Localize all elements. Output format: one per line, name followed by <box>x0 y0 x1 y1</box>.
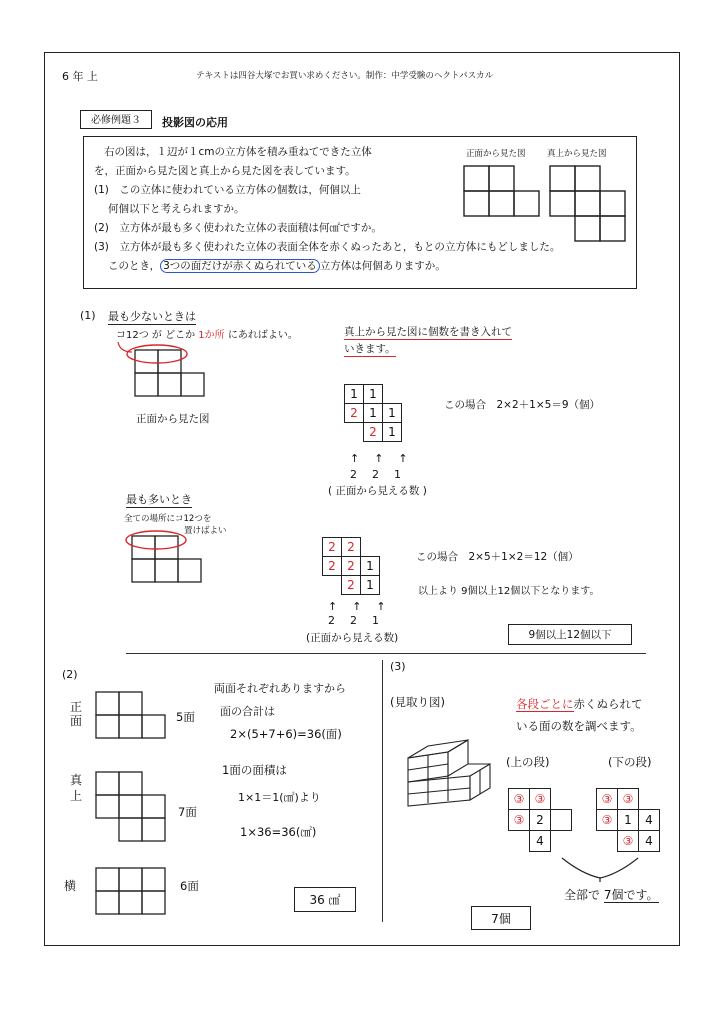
grid-cell: 1 <box>361 557 380 576</box>
sol1-max-counts-label: (正面から見える数) <box>306 632 399 644</box>
grid-row <box>345 423 402 442</box>
sol3-answer: 7個 <box>471 906 531 930</box>
sol2-front-figure <box>94 690 174 742</box>
grid-cell <box>323 576 342 595</box>
grid-cell: 2 <box>364 423 383 442</box>
sol1-min-note-b: にあればよい。 <box>224 330 298 341</box>
grade-label: 6 年 上 <box>62 70 98 83</box>
sol2-top-label: 真上 <box>70 773 83 803</box>
problem-badge: 必修例題３ <box>80 110 152 129</box>
sol3-upper-label: (上の段) <box>506 755 550 769</box>
sol1-min-calc: この場合 2×2＋1×5＝9（個） <box>444 399 600 411</box>
grid-row <box>597 831 660 852</box>
sol1-min-counts-label: ( 正面から見える数 ) <box>328 485 427 497</box>
sol3-text-1 <box>516 696 643 712</box>
sol2-text-3: 2×(5+7+6)=36(面) <box>230 727 342 741</box>
sol1-min-note-red: 1か所 <box>198 330 225 341</box>
sol1-min-note-a: コ12つ が どこか <box>116 330 199 341</box>
sol2-front-faces: 5面 <box>176 710 195 724</box>
grid-row <box>323 557 380 576</box>
sol2-number: (2) <box>62 668 78 681</box>
sol1-max-note-b: 置けばよい <box>184 526 227 536</box>
sol3-total <box>564 886 659 903</box>
sol3-number: (3) <box>390 660 406 673</box>
sol2-text-5: 1×1＝1(㎠)より <box>238 791 321 804</box>
grid-cell <box>551 831 572 852</box>
sol3-brace <box>560 856 640 882</box>
question-2: (2) 立方体が最も多く使われた立体の表面積は何㎠ですか。 <box>94 222 382 234</box>
grid-row <box>509 810 572 831</box>
sol2-side-label: 横 <box>64 879 77 893</box>
grid-cell: ③ <box>509 810 530 831</box>
grid-cell: 2 <box>345 404 364 423</box>
grid-cell: 1 <box>361 576 380 595</box>
grid-cell: 2 <box>342 538 361 557</box>
problem-front-view-figure <box>462 162 542 220</box>
sol3-sketch-label: (見取り図) <box>390 695 445 709</box>
sol1-max-calc: この場合 2×5＋1×2＝12（個） <box>416 551 579 563</box>
grid-cell: 4 <box>639 831 660 852</box>
sol2-side-figure <box>94 866 174 918</box>
question-3b-pre: このとき， <box>108 260 161 272</box>
front-view-label: 正面から見た図 <box>466 149 526 159</box>
sol3-isometric-sketch <box>398 730 494 816</box>
problem-line-2: を，正面から見た図と真上から見た図を表しています。 <box>94 165 356 177</box>
grid-cell <box>597 831 618 852</box>
question-3b-post: 立方体は何個ありますか。 <box>319 260 446 272</box>
sol1-max-head: 最も多いとき <box>126 493 192 506</box>
sol2-text-2: 面の合計は <box>220 705 275 718</box>
sol1-min-grid <box>344 384 402 442</box>
grid-cell: 1 <box>364 404 383 423</box>
section-divider <box>126 653 646 654</box>
sol2-top-faces: 7面 <box>178 805 197 819</box>
sol1-conclusion: 以上より 9個以上12個以下となります。 <box>418 586 600 597</box>
problem-line-1: 右の図は，１辺が１cmの立方体を積み重ねてできた立体 <box>104 146 372 158</box>
sol3-lower-label: (下の段) <box>608 755 652 769</box>
grid-cell: 4 <box>530 831 551 852</box>
sol2-text-6: 1×36=36(㎠) <box>240 825 317 839</box>
grid-cell <box>383 385 402 404</box>
sol2-text-4: 1面の面積は <box>222 763 287 777</box>
sol1-front-fig-label: 正面から見た図 <box>136 413 210 425</box>
grid-row <box>509 831 572 852</box>
sol1-min-front-figure <box>110 338 210 402</box>
question-1a: (1) この立体に使われている立方体の個数は，何個以上 <box>94 184 361 196</box>
sol3-total-a: 全部で <box>564 888 601 902</box>
sol2-text-1: 両面それぞれありますから <box>214 682 346 695</box>
sol3-upper-grid <box>508 788 572 852</box>
grid-row <box>323 538 380 557</box>
grid-cell: ③ <box>509 789 530 810</box>
grid-cell: 4 <box>639 810 660 831</box>
sol2-top-figure <box>94 770 174 846</box>
sol3-text-1-b: 赤くぬられて <box>573 697 643 711</box>
problem-top-view-figure <box>548 162 630 244</box>
sol3-text-1-red: 各段ごとに <box>516 697 574 711</box>
grid-cell <box>509 831 530 852</box>
sol1-max-arrows: ↑ ↑ ↑ <box>328 600 388 613</box>
grid-cell: 1 <box>383 404 402 423</box>
grid-cell <box>639 789 660 810</box>
grid-row <box>345 385 402 404</box>
column-divider <box>382 660 383 922</box>
problem-title: 投影図の応用 <box>162 116 228 129</box>
grid-cell <box>345 423 364 442</box>
grid-cell: 2 <box>530 810 551 831</box>
top-view-label: 真上から見た図 <box>547 149 607 159</box>
grid-cell: ③ <box>597 789 618 810</box>
sol1-max-counts: 2 2 1 <box>328 614 381 627</box>
grid-row <box>345 404 402 423</box>
problem-text <box>94 143 454 238</box>
grid-cell <box>551 810 572 831</box>
sol2-front-label: 正面 <box>70 700 83 728</box>
grid-cell: 2 <box>342 576 361 595</box>
sol1-answer: 9個以上12個以下 <box>508 624 632 645</box>
sol2-answer: 36 ㎠ <box>294 887 356 912</box>
sol1-number: (1) <box>80 309 96 322</box>
sol1-top-note-b: いきます。 <box>344 343 396 355</box>
sol2-side-faces: 6面 <box>180 879 199 893</box>
sol3-lower-grid <box>596 788 660 852</box>
grid-cell: ③ <box>618 789 639 810</box>
grid-cell: 2 <box>323 538 342 557</box>
grid-cell: 1 <box>383 423 402 442</box>
sol1-min-head: 最も少ないときは <box>108 310 196 323</box>
grid-cell: 1 <box>345 385 364 404</box>
question-3b-mark: 3つの面だけが赤くぬられている <box>160 259 320 273</box>
sol1-max-front-figure <box>118 524 202 588</box>
sol1-top-note-a: 真上から見た図に個数を書き入れて <box>344 326 512 338</box>
sol1-min-counts: 2 2 1 <box>350 468 403 481</box>
sol1-max-grid <box>322 537 380 595</box>
grid-cell <box>361 538 380 557</box>
grid-cell: 1 <box>364 385 383 404</box>
sol1-min-arrows: ↑ ↑ ↑ <box>350 452 410 465</box>
grid-cell: 2 <box>323 557 342 576</box>
grid-row <box>597 789 660 810</box>
grid-cell: 2 <box>342 557 361 576</box>
question-3a: (3) 立方体が最も多く使われた立体の表面全体を赤くぬったあと，もとの立方体にもどしました。 <box>94 241 561 253</box>
grid-cell: ③ <box>597 810 618 831</box>
grid-cell: 1 <box>618 810 639 831</box>
sol3-text-2: いる面の数を調べます。 <box>516 719 642 733</box>
grid-cell: ③ <box>530 789 551 810</box>
grid-cell: ③ <box>618 831 639 852</box>
grid-row <box>509 789 572 810</box>
question-1b: 何個以下と考えられますか。 <box>108 203 245 215</box>
sol3-total-b: 7個です。 <box>603 888 659 902</box>
grid-row <box>597 810 660 831</box>
grid-cell <box>551 789 572 810</box>
grid-row <box>323 576 380 595</box>
header-note: テキストは四谷大塚でお買い求めください。制作：中学受験のヘクトパスカル <box>196 71 494 81</box>
sol1-max-note-a: 全ての場所にコ12つを <box>124 514 212 524</box>
